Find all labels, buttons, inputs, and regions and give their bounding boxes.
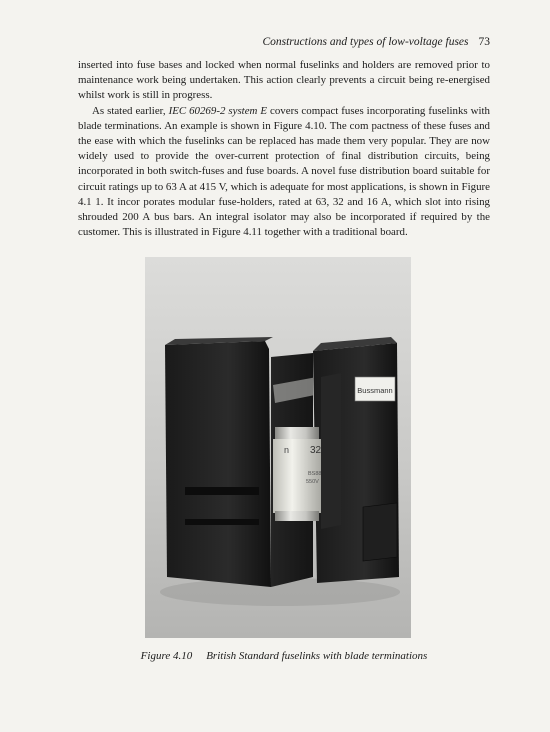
fuse-rating: 32	[310, 445, 322, 456]
left-carrier-groove	[185, 487, 259, 495]
paragraph-2-start: As stated earlier,	[92, 104, 169, 117]
running-header	[78, 36, 490, 48]
figure-photo-fuse-holder	[145, 257, 411, 638]
fuse-letter: n	[284, 445, 290, 455]
paragraph-1: inserted into fuse bases and locked when normal fuselinks and holders are removed prior to maintenance work being undertaken. This action clearly prevents a circuit being re-energised whilst work is still in progress.	[78, 59, 490, 102]
small-label-plate	[363, 503, 397, 561]
page-number: 73	[478, 36, 490, 48]
paragraph-2	[78, 104, 490, 241]
left-carrier-groove-2	[185, 519, 259, 525]
figure-number: Figure 4.10	[140, 650, 193, 662]
figure-caption	[78, 650, 490, 662]
brand-label: Bussmann	[357, 386, 393, 395]
figure-caption-text: British Standard fuselinks with blade terminations	[206, 650, 428, 662]
fuse-end-cap-top	[275, 427, 319, 441]
left-carrier-body	[165, 341, 271, 587]
holder-clip	[321, 373, 341, 529]
standard-reference: IEC 60269-2 system E	[168, 104, 268, 117]
body-text	[78, 58, 490, 240]
fuse-end-cap-bottom	[275, 511, 319, 521]
paragraph-2-rest: covers compact fuses incorporating fuselinks with blade terminations. An example is shown in Figure 4.10. The com pactness of these fuses and the ease with which the fuselinks can be replaced has made them very popular. They are now widely used to provide the over-current protection of final distribution circuits, being incorporated in both switch-fuses and fuse boards. A novel fuse distribution board suitable for circuit ratings up to 63 A at 415 V, which is adequate for most applications, is shown in Figure 4.1 1. It incor porates modular fuse-holders, rated at 63, 32 and 16 A, which slot into rising shrouded 200 A bus bars. An integral isolator may also be incorporated if required by the customer. This is illustrated in Figure 4.11 together with a traditional board.	[78, 104, 490, 239]
fuse-marking-2: 550V	[306, 479, 319, 485]
fuse-marking-1: BS88	[308, 471, 322, 477]
fuse-holder-illustration	[145, 257, 411, 638]
running-title: Constructions and types of low-voltage fuses	[262, 36, 469, 48]
